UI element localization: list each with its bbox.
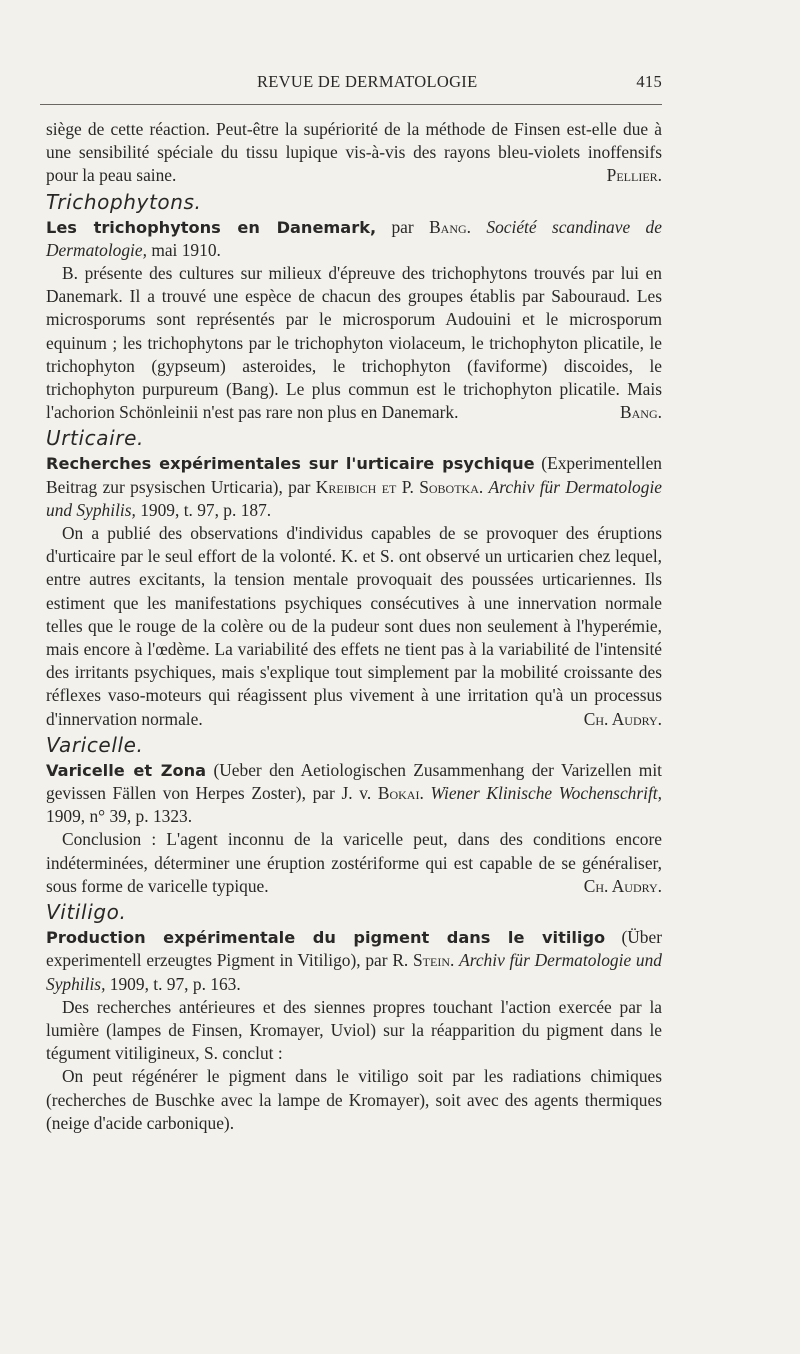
running-header xyxy=(40,70,662,104)
article-paragraph xyxy=(46,262,662,424)
section-heading-vitiligo: Vitiligo. xyxy=(46,900,127,925)
intro-text: siège de cette réaction. Peut-être la supériorité de la méthode de Finsen est-elle due à une sensibilité spéciale du tissu lupique vis-à-vis des rayons bleu-violets inoffensifs pour la peau saine. xyxy=(46,119,662,186)
article-paragraph xyxy=(46,828,662,898)
article-signature: Ch. Audry. xyxy=(583,708,662,729)
article-journal: Archiv für Dermatologie und Syphilis, xyxy=(46,950,663,994)
article-details: 1909, t. 97, p. 163. xyxy=(109,973,241,994)
intro-paragraph xyxy=(46,118,662,188)
article-citation-trichophytons xyxy=(46,216,662,262)
article-author: Bang. xyxy=(429,216,472,237)
article-subtitle: (Ueber den Aetiologischen Zusammenhang der Varizellen mit gevissen Fällen von Herpes Zoster), par J. v. xyxy=(46,759,662,804)
article-signature: Ch. Audry. xyxy=(583,875,662,896)
page-number: 415 xyxy=(636,72,662,91)
section-heading-urticaire: Urticaire. xyxy=(46,426,144,451)
intro-signature: Pellier. xyxy=(606,165,662,186)
article-paragraph: On peut régénérer le pigment dans le vitiligo soit par les radiations chimiques (recherches de Buschke avec la lampe de Kromayer), soit avec des agents thermiques (neige d'acide carbonique). xyxy=(46,1066,662,1133)
article-journal: Wiener Klinische Wochenschrift, xyxy=(430,783,662,804)
article-title: Recherches expérimentales sur l'urticaire psychique xyxy=(46,454,535,474)
article-title: Production expérimentale du pigment dans le vitiligo xyxy=(46,928,606,948)
article-author: Bokai. xyxy=(377,783,424,804)
article-subtitle: (Über experimentell erzeugtes Pigment in Vitiligo), par xyxy=(46,927,662,971)
article-details: 1909, n° 39, p. 1323. xyxy=(46,806,193,827)
paragraph-text: Conclusion : L'agent inconnu de la varicelle peut, dans des conditions encore indéterminées, déterminer une éruption zostériforme qui est capable de se généraliser, sous forme de varicelle typique. xyxy=(46,829,662,896)
article-title: Varicelle et Zona xyxy=(46,760,207,780)
article-signature: Bang. xyxy=(620,402,662,423)
article-author: Kreibich et P. Sobotka. xyxy=(315,476,484,497)
article-citation-urticaire xyxy=(46,452,662,522)
article-details: mai 1910. xyxy=(151,239,221,260)
article-paragraph xyxy=(46,522,662,731)
running-title: REVUE DE DERMATOLOGIE xyxy=(257,72,478,91)
article-author: R. Stein. xyxy=(392,950,455,971)
article-subtitle: (Experimentellen Beitrag zur psysischen Urticaria), par xyxy=(46,453,662,497)
section-heading-trichophytons: Trichophytons. xyxy=(46,189,202,214)
article-citation-vitiligo xyxy=(46,926,662,996)
article-title: Les trichophytons en Danemark, xyxy=(46,217,377,237)
article-journal: Société scandinave de Dermatologie, xyxy=(46,216,662,260)
header-rule xyxy=(40,104,662,105)
article-paragraph: Des recherches antérieures et des siennes propres touchant l'action exercée par la lumière (lampes de Finsen, Kromayer, Uviol) sur la réapparition du pigment dans le tégument vitiligineux, S. conclut : xyxy=(46,996,662,1064)
citation-par: par xyxy=(391,216,414,237)
section-heading-varicelle: Varicelle. xyxy=(46,732,144,757)
page-body xyxy=(46,118,662,1135)
paragraph-text: B. présente des cultures sur milieux d'épreuve des trichophytons trouvés par lui en Danemark. Il a trouvé une espèce de chacun des groupes établis par Sabouraud. Les microsporums sont représentés par le microsporum Audouini et le microsporum equinum ; les trichophytons par le trichophyton violaceum, le trichophyton plicatile, le trichophyton (gypseum) asteroides, le trichophyton (faviforme) discoides, le trichophyton purpureum (Bang). Le plus commun est le trichophyton plicatile. Mais l'achorion Schönleinii n'est pas rare non plus en Danemark. xyxy=(46,263,662,423)
article-details: 1909, t. 97, p. 187. xyxy=(140,499,272,520)
article-journal: Archiv für Dermatologie und Syphilis, xyxy=(46,476,662,520)
article-citation-varicelle xyxy=(46,759,662,829)
paragraph-text: On a publié des observations d'individus capables de se provoquer des éruptions d'urticaire par le seul effort de la volonté. K. et S. ont observé un urticarien chez lequel, entre autres excitants, la tension mentale provoquait des poussées urticariennes. Ils estiment que les manifestations psychiques consécutives à une innervation normale telles que le rouge de la colère ou de la pudeur sont dues non seulement à l'hyperémie, mais encore à l'œdème. La variabilité des effets ne tient pas à la variabilité de l'intensité des irritants psychiques, mais s'explique tout simplement par la mobilité croissante des réflexes vaso-moteurs qui réagissent plus vivement à une irritation qu'à un processus d'innervation normale. xyxy=(46,523,662,729)
